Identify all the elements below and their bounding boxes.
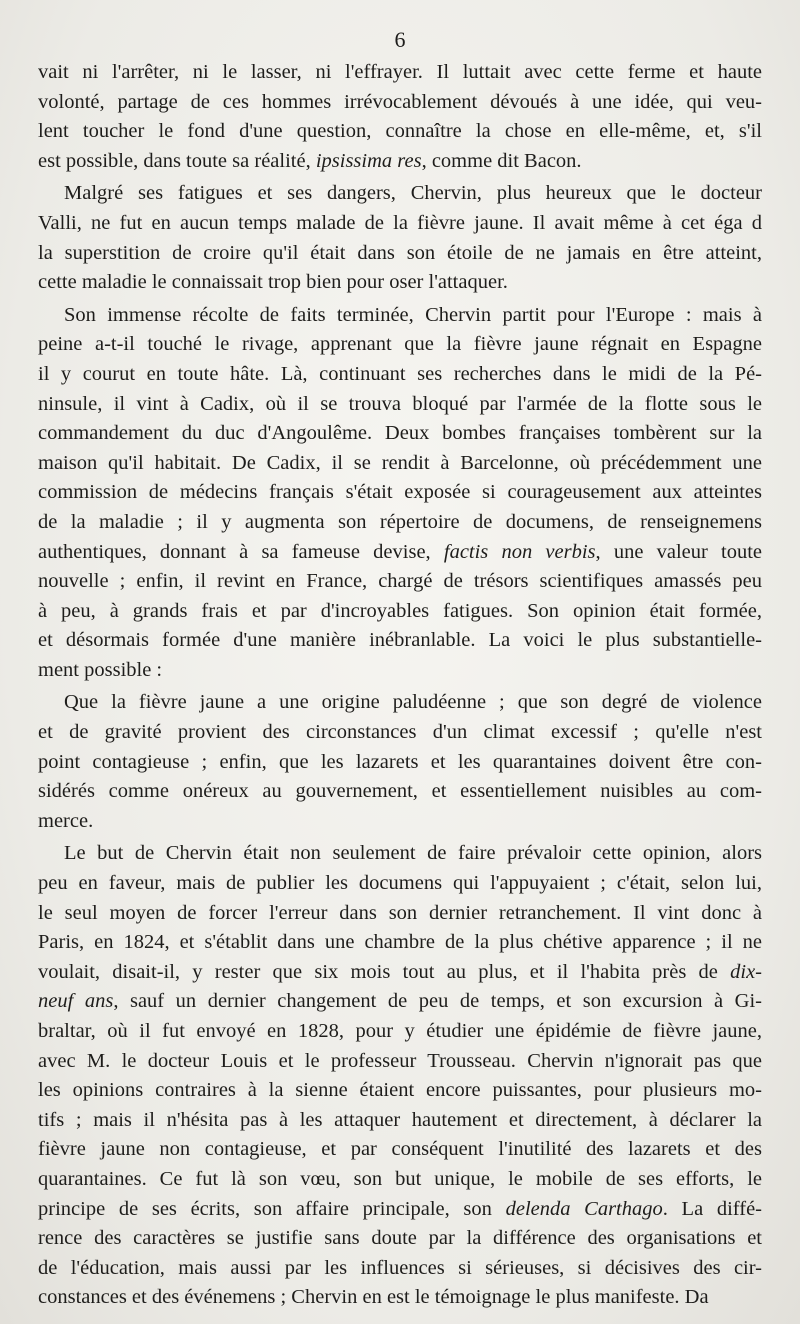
paragraph-p1 [38, 58, 762, 176]
text-line: point contagieuse ; enfin, que les lazarets et les quarantaines doivent être con- [38, 750, 762, 773]
paragraph-p5 [38, 839, 762, 1313]
text-line: volonté, partage de ces hommes irrévocablement dévoués à une idée, qui veu- [38, 90, 762, 113]
text-line: peine a-t-il touché le rivage, apprenant que la fièvre jaune régnait en Espagne [38, 333, 762, 356]
text-line: la superstition de croire qu'il était dans son étoile de ne jamais en être atteint, [38, 241, 762, 264]
text-line: lent toucher le fond d'une question, connaître la chose en elle-même, et, s'il [38, 120, 762, 143]
text-line: principe de ses écrits, son affaire principale, son delenda Carthago. La diffé- [38, 1197, 762, 1220]
text-line: rence des caractères se justifie sans doute par la différence des organisations et [38, 1227, 762, 1250]
paragraph-p3 [38, 301, 762, 686]
paragraph-p4 [38, 688, 762, 836]
text-line: Son immense récolte de faits terminée, Chervin partit pour l'Europe : mais à [64, 303, 762, 326]
italic-phrase: ipsissima res [315, 149, 422, 172]
text-line: nouvelle ; enfin, il revint en France, chargé de trésors scientifiques amassés peu [38, 570, 762, 593]
text-line: quarantaines. Ce fut là son vœu, son but unique, le mobile de ses efforts, le [38, 1167, 762, 1190]
text-line: il y courut en toute hâte. Là, continuant ses recherches dans le midi de la Pé- [38, 362, 762, 385]
text-body [38, 58, 762, 1313]
text-line: authentiques, donnant à sa fameuse devise, factis non verbis, une valeur toute [38, 540, 762, 563]
text-line: maison qu'il habitait. De Cadix, il se rendit à Barcelonne, où précédemment une [38, 451, 762, 474]
text-line: voulait, disait-il, y rester que six mois tout au plus, et il l'habita près de dix- [38, 960, 762, 983]
italic-phrase: neuf ans [38, 990, 114, 1013]
text-line: avec M. le docteur Louis et le professeur Trousseau. Chervin n'ignorait pas que [38, 1049, 762, 1072]
text-line: tifs ; mais il n'hésita pas à les attaquer hautement et directement, à déclarer la [38, 1108, 762, 1131]
text-line: Paris, en 1824, et s'établit dans une chambre de la plus chétive apparence ; il ne [38, 931, 762, 954]
paragraph-p2 [38, 179, 762, 297]
text-line: Le but de Chervin était non seulement de faire prévaloir cette opinion, alors [64, 842, 762, 865]
text-line: braltar, où il fut envoyé en 1828, pour y étudier une épidémie de fièvre jaune, [38, 1020, 762, 1042]
text-line: ninsule, il vint à Cadix, où il se trouva bloqué par l'armée de la flotte sous le [38, 392, 762, 415]
text-line: commission de médecins français s'était exposée si courageusement aux atteintes [38, 481, 762, 504]
text-line: merce. [38, 809, 94, 832]
text-line: à peu, à grands frais et par d'incroyables fatigues. Son opinion était formée, [38, 599, 762, 622]
text-line: sidérés comme onéreux au gouvernement, et essentiellement nuisibles au com- [38, 780, 762, 803]
text-line: Valli, ne fut en aucun temps malade de la fièvre jaune. Il avait même à cet éga d [38, 211, 762, 234]
text-line: de la maladie ; il y augmenta son répertoire de documens, de renseignemens [38, 510, 762, 533]
text-line: peu en faveur, mais de publier les documens qui l'appuyaient ; c'était, selon lui, [38, 872, 762, 895]
italic-phrase: delenda Carthago [505, 1197, 663, 1220]
text-line: fièvre jaune non contagieuse, et par conséquent l'inutilité des lazarets et des [38, 1138, 762, 1161]
text-line: de l'éducation, mais aussi par les influences si sérieuses, si décisives des cir- [38, 1256, 762, 1279]
text-line: le seul moyen de forcer l'erreur dans son dernier retranchement. Il vint donc à [38, 901, 762, 924]
text-line: les opinions contraires à la sienne étaient encore puissantes, pour plusieurs mo- [38, 1079, 762, 1102]
text-line: Que la fièvre jaune a une origine paludéenne ; que son degré de violence [64, 691, 762, 714]
text-line: commandement du duc d'Angoulême. Deux bombes françaises tombèrent sur la [38, 422, 762, 445]
italic-phrase: factis non verbis [443, 540, 596, 563]
text-line: ment possible : [38, 658, 163, 681]
text-line: et désormais formée d'une manière inébranlable. La voici le plus substantielle- [38, 629, 762, 652]
italic-phrase: dix- [730, 960, 762, 983]
text-line: vait ni l'arrêter, ni le lasser, ni l'effrayer. Il luttait avec cette ferme et haute [38, 61, 762, 83]
text-line: neuf ans, sauf un dernier changement de peu de temps, et son excursion à Gi- [38, 990, 762, 1013]
text-line: constances et des événemens ; Chervin en est le témoignage le plus manifeste. Da [38, 1286, 709, 1309]
text-line: Malgré ses fatigues et ses dangers, Chervin, plus heureux que le docteur [64, 182, 762, 205]
page-number: 6 [394, 27, 406, 52]
text-line: cette maladie le connaissait trop bien pour oser l'attaquer. [38, 271, 508, 294]
text-line: et de gravité provient des circonstances d'un climat excessif ; qu'elle n'est [38, 721, 762, 744]
text-line: est possible, dans toute sa réalité, ipsissima res, comme dit Bacon. [38, 149, 582, 172]
